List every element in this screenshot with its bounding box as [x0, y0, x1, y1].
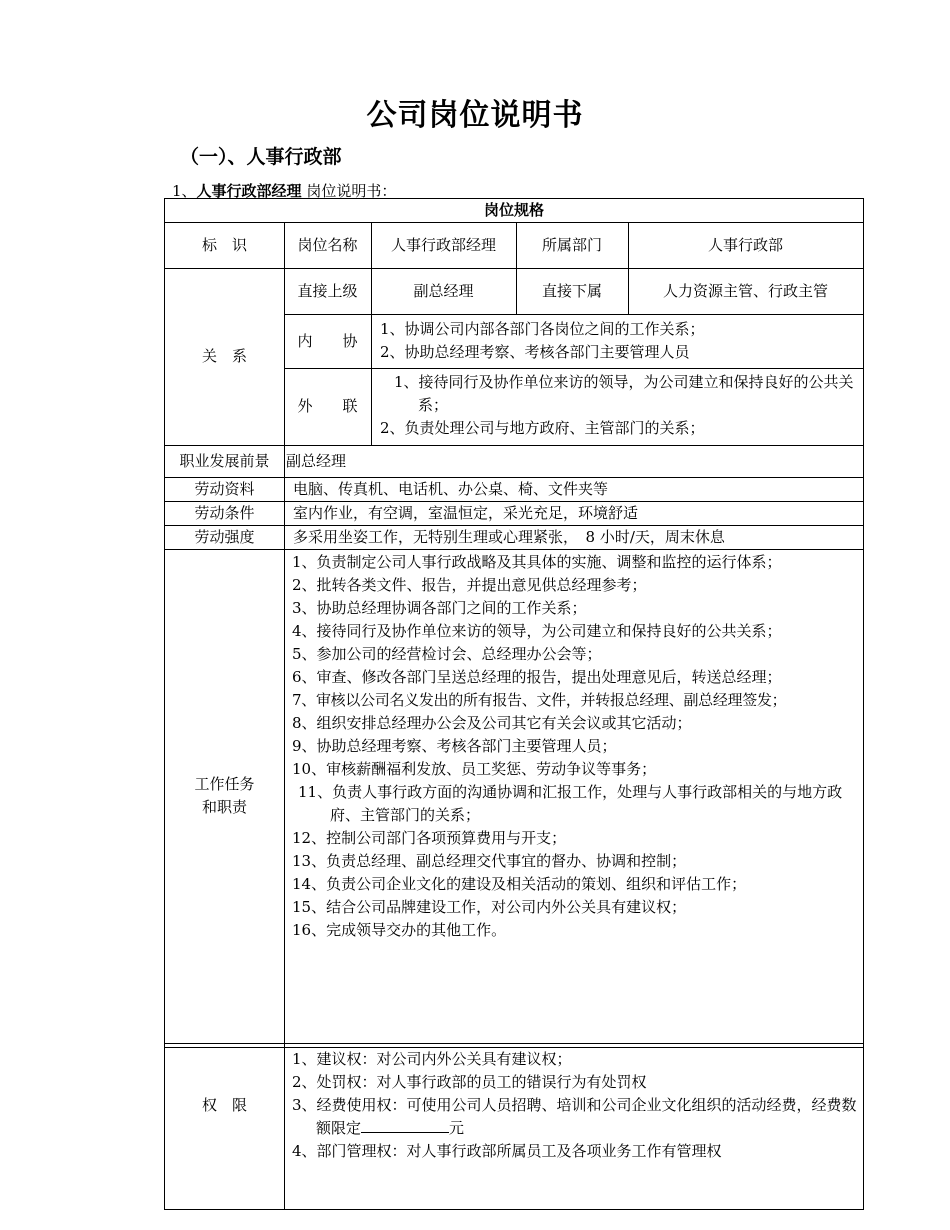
list-item: 5、参加公司的经营检讨会、总经理办公会等；: [292, 645, 602, 663]
table-header: 岗位规格: [483, 201, 544, 219]
subtitle-prefix: 1、: [172, 182, 197, 200]
list-item: 1、接待同行及协作单位来访的领导，为公司建立和保持良好的公共关系；: [394, 373, 854, 414]
intensity-value: 多采用坐姿工作，无特别生理或心理紧张， 8 小时/天，周末休息: [293, 527, 725, 546]
duties-label-line1: 工作任务: [194, 775, 255, 793]
list-item: 16、完成领导交办的其他工作。: [292, 921, 507, 939]
list-item: 11、负责人事行政方面的沟通协调和汇报工作，处理与人事行政部相关的与地方政府、主管部门的关系；: [298, 783, 843, 824]
authority-label: 权 限: [201, 1095, 247, 1114]
identity-label: 标 识: [201, 235, 247, 254]
list-item: 10、审核薪酬福利发放、员工奖惩、劳动争议等事务；: [292, 760, 657, 778]
list-item: 13、负责总经理、副总经理交代事宜的督办、协调和控制；: [292, 852, 687, 870]
duties-label-line2: 和职责: [201, 798, 247, 816]
list-item: 4、接待同行及协作单位来访的领导，为公司建立和保持良好的公共关系；: [292, 622, 782, 640]
subordinate-label: 直接下属: [541, 281, 602, 300]
subordinate-value: 人力资源主管、行政主管: [662, 281, 828, 300]
materials-value: 电脑、传真机、电话机、办公桌、椅、文件夹等: [293, 479, 609, 498]
duties-label: [165, 549, 284, 1043]
relations-label: 关 系: [201, 347, 247, 365]
page-title: 公司岗位说明书: [366, 98, 584, 133]
list-item: 9、协助总经理考察、考核各部门主要管理人员；: [292, 737, 617, 755]
budget-text: 3、经费使用权：可使用公司人员招聘、培训和公司企业文化组织的活动经费，经费数额限定: [292, 1096, 857, 1137]
list-item: 15、结合公司品牌建设工作，对公司内外公关具有建议权；: [292, 898, 687, 916]
job-spec-table: [164, 198, 864, 1210]
subtitle-suffix: 岗位说明书：: [301, 182, 397, 200]
list-item: 7、审核以公司名义发出的所有报告、文件，并转报总经理、副总经理签发；: [292, 691, 787, 709]
superior-label: 直接上级: [297, 281, 358, 300]
superior-value: 副总经理: [413, 281, 474, 300]
list-item: 1、建议权：对公司内外公关具有建议权；: [292, 1050, 572, 1068]
list-item: 14、负责公司企业文化的建设及相关活动的策划、组织和评估工作；: [292, 875, 747, 893]
list-item: 2、负责处理公司与地方政府、主管部门的关系；: [380, 419, 705, 437]
list-item: [292, 1094, 862, 1140]
duties-list: [292, 551, 862, 942]
conditions-value: 室内作业，有空调，室温恒定，采光充足，环境舒适: [293, 503, 639, 522]
list-item: 1、协调公司内部各部门各岗位之间的工作关系；: [380, 320, 705, 338]
career-label: 职业发展前景: [179, 451, 270, 470]
list-item: 6、审查、修改各部门呈送总经理的报告，提出处理意见后，转送总经理；: [292, 668, 782, 686]
external-label: 外 联: [297, 397, 358, 415]
list-item: 2、处罚权：对人事行政部的员工的错误行为有处罚权: [292, 1073, 647, 1091]
position-name-label: 岗位名称: [297, 235, 358, 254]
materials-label: 劳动资料: [194, 479, 255, 498]
list-item: 2、协助总经理考察、考核各部门主要管理人员: [380, 343, 690, 361]
budget-blank: [361, 1118, 449, 1133]
department-value: 人事行政部: [707, 235, 783, 254]
list-item: 1、负责制定公司人事行政战略及其具体的实施、调整和监控的运行体系；: [292, 553, 782, 571]
subtitle-position: 人事行政部经理: [196, 182, 302, 200]
position-name-value: 人事行政部经理: [390, 235, 496, 254]
conditions-label: 劳动条件: [194, 503, 255, 522]
internal-list: [380, 318, 860, 364]
internal-label: 内 协: [297, 331, 358, 350]
budget-unit: 元: [449, 1119, 465, 1137]
external-list: [380, 371, 863, 440]
list-item: 12、控制公司部门各项预算费用与开支；: [292, 829, 567, 847]
intensity-label: 劳动强度: [194, 527, 255, 546]
rule: [284, 445, 285, 1209]
list-item: 8、组织安排总经理办公会及公司其它有关会议或其它活动；: [292, 714, 692, 732]
career-value: 副总经理: [286, 451, 347, 470]
list-item: 4、部门管理权：对人事行政部所属员工及各项业务工作有管理权: [292, 1142, 722, 1160]
section-heading: （一）、人事行政部: [180, 146, 342, 168]
list-item: 2、批转各类文件、报告，并提出意见供总经理参考；: [292, 576, 647, 594]
department-label: 所属部门: [541, 235, 602, 254]
rule: [165, 1043, 863, 1044]
list-item: 3、协助总经理协调各部门之间的工作关系；: [292, 599, 587, 617]
authority-list: [292, 1048, 862, 1163]
